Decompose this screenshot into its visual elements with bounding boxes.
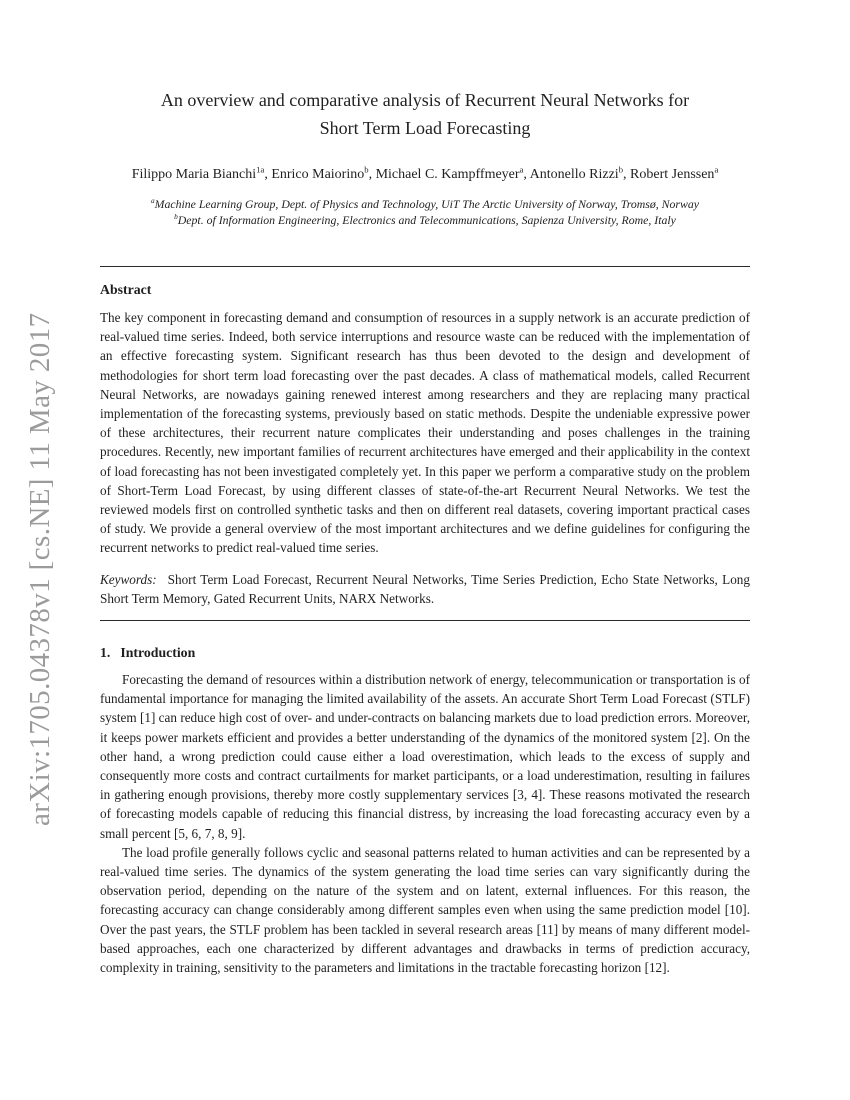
keywords-text: Short Term Load Forecast, Recurrent Neural Networks, Time Series Prediction, Echo State Networks, Long Short Term Memory, Gated Recurrent Units, NARX Networks.	[100, 571, 750, 606]
paper-title	[100, 86, 750, 142]
affiliation-text: Machine Learning Group, Dept. of Physics and Technology, UiT The Arctic University of Norway, Tromsø, Norway	[154, 197, 700, 211]
author-affiliation-mark: b	[364, 164, 369, 175]
paper-content	[100, 0, 750, 977]
author-name	[271, 164, 376, 182]
author-affiliation-mark: 1a	[256, 164, 265, 175]
section-title: Introduction	[120, 645, 196, 661]
author-name	[375, 164, 530, 182]
abstract-heading: Abstract	[100, 282, 152, 297]
affiliation-line	[100, 196, 750, 212]
arxiv-watermark: arXiv:1705.04378v1 [cs.NE] 11 May 2017	[24, 312, 56, 826]
author-name-text: Michael C. Kampffmeyer	[375, 167, 520, 182]
author-separator: ,	[623, 167, 631, 182]
author-name-text: Enrico Maiorino	[271, 167, 365, 182]
author-affiliation-mark: a	[519, 164, 524, 175]
affiliation-text: Dept. of Information Engineering, Electronics and Telecommunications, Sapienza University, Rome, Italy	[177, 213, 676, 227]
author-separator: ,	[264, 167, 272, 182]
abstract-text: The key component in forecasting demand and consumption of resources in a supply network is an accurate prediction of real-valued time series. Indeed, both service interruptions and resource waste can be reduced with the implementation of an effective forecasting system. Significant research has thus been devoted to the design and development of methodologies for short term load forecasting over the past decades. A class of mathematical models, called Recurrent Neural Networks, are nowadays gaining renewed interest among researchers and they are replacing many practical implementation of the forecasting systems, previously based on static methods. Despite the undeniable expressive power of these architectures, their recurrent nature complicates their understanding and poses challenges in the training procedures. Recently, new important families of recurrent architectures have emerged and their applicability in the context of load forecasting has not been investigated completely yet. In this paper we perform a comparative study on the problem of Short-Term Load Forecast, by using different classes of state-of-the-art Recurrent Neural Networks. We test the reviewed models first on controlled synthetic tasks and then on different real datasets, covering important practical cases of study. We provide a general overview of the most important architectures and we define guidelines for configuring the recurrent networks to predict real-valued time series.	[100, 310, 750, 556]
keywords-label: Keywords:	[100, 571, 157, 587]
author-affiliation-mark: a	[714, 164, 719, 175]
affiliation-line	[100, 212, 750, 228]
author-name	[131, 164, 272, 182]
intro-paragraph-2: The load profile generally follows cyclic and seasonal patterns related to human activities and can be represented by a real-valued time series. The dynamics of the system generating the load time series can vary significantly during the observation period, depending on the nature of the system and on latent, external influences. For this reason, the forecasting accuracy can change considerably among different samples even when using the same prediction model [10]. Over the past years, the STLF problem has been tackled in several research areas [11] by means of many different model-based approaches, each one characterized by different advantages and drawbacks in terms of prediction accuracy, complexity in training, sensitivity to the parameters and limitations in the tractable forecasting horizon [12].	[100, 844, 750, 976]
author-affiliation-mark: b	[618, 164, 624, 175]
divider-bottom	[100, 620, 750, 621]
affiliations	[100, 196, 750, 228]
section-heading-introduction	[100, 645, 750, 661]
affiliation-mark: b	[174, 212, 178, 222]
paper-title-line2: Short Term Load Forecasting	[319, 118, 531, 138]
author-separator: ,	[368, 167, 376, 182]
author-separator: ,	[523, 167, 530, 182]
author-name	[630, 164, 719, 182]
paper-title-line1: An overview and comparative analysis of Recurrent Neural Networks for	[160, 90, 690, 110]
author-line	[100, 166, 750, 184]
keywords-line	[100, 570, 750, 608]
author-name-text: Filippo Maria Bianchi	[131, 167, 257, 182]
section-number: 1.	[100, 645, 111, 661]
intro-paragraph-1: Forecasting the demand of resources within a distribution network of energy, telecommunication or transportation is of fundamental importance for managing the limited availability of the assets. An accurate Short Term Load Forecast (STLF) system [1] can reduce high cost of over- and under-contracts on balancing markets due to load prediction errors. Moreover, it keeps power markets efficient and provides a better understanding of the dynamics of the monitored system [2]. On the other hand, a wrong prediction could cause either a load overestimation, which leads to the excess of supply and consequently more costs and contract curtailments for market participants, or a load underestimation, resulting in failures in gathering enough provisions, thereby more costly supplementary services [3, 4]. These reasons motivated the research of forecasting models capable of reducing this financial distress, by increasing the load forecasting accuracy even by a small percent [5, 6, 7, 8, 9].	[100, 672, 750, 841]
divider-top	[100, 266, 750, 267]
author-name	[529, 164, 631, 182]
author-name-text: Robert Jenssen	[630, 167, 715, 182]
affiliation-mark: a	[150, 196, 155, 206]
author-name-text: Antonello Rizzi	[529, 167, 619, 182]
